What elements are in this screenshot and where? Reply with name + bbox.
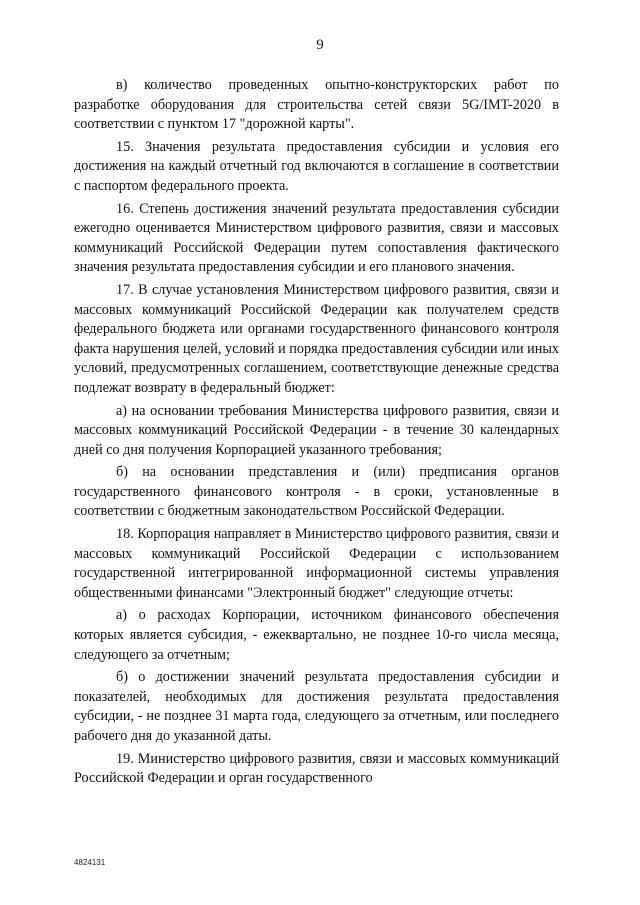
paragraph-18-a: а) о расходах Корпорации, источником финансового обеспечения которых является субсидия, - ежеквартально, не позднее 10-го числа месяца, следующего за отчетным; <box>74 607 559 663</box>
paragraph-16: 16. Степень достижения значений результата предоставления субсидии ежегодно оценивается Министерством цифрового развития, связи и массовых коммуникаций Российской Федерации путем сопоставления фактического значения результата предоставления субсидии и его планового значения. <box>74 200 559 276</box>
paragraph-19: 19. Министерство цифрового развития, связи и массовых коммуникаций Российской Федерации и орган государственного <box>74 750 559 787</box>
document-code: 4824131 <box>74 858 106 867</box>
paragraph-18-b: б) о достижении значений результата предоставления субсидии и показателей, необходимых для достижения результата предоставления субсидии, - не позднее 31 марта года, следующего за отчетным, или последнего рабочего дня до указанной даты. <box>74 669 559 744</box>
document-body <box>74 76 559 792</box>
paragraph-17-b: б) на основании представления и (или) предписания органов государственного финансового контроля - в сроки, установленные в соответствии с бюджетным законодательством Российской Федерации. <box>74 464 559 520</box>
paragraph-15: 15. Значения результата предоставления субсидии и условия его достижения на каждый отчетный год включаются в соглашение в соответствии с паспортом федерального проекта. <box>74 138 559 194</box>
paragraph-18: 18. Корпорация направляет в Министерство цифрового развития, связи и массовых коммуникаций Российской Федерации с использованием государственной интегрированной информационной системы управления общественными финансами "Электронный бюджет" следующие отчеты: <box>74 526 559 601</box>
paragraph-item-v: в) количество проведенных опытно-конструкторских работ по разработке оборудования для строительства сетей связи 5G/IMT-2020 в соответствии с пунктом 17 "дорожной карты". <box>74 77 559 133</box>
paragraph-17-a: а) на основании требования Министерства цифрового развития, связи и массовых коммуникаций Российской Федерации - в течение 30 календарных дней со дня получения Корпорацией указанного требования; <box>74 402 559 458</box>
paragraph-17: 17. В случае установления Министерством цифрового развития, связи и массовых коммуникаций Российской Федерации как получателем средств федерального бюджета или органами государственного финансового контроля факта нарушения целей, условий и порядка предоставления субсидии или иных условий, предусмотренных соглашением, соответствующие денежные средства подлежат возврату в федеральный бюджет: <box>74 281 559 396</box>
page-number: 9 <box>316 37 324 53</box>
